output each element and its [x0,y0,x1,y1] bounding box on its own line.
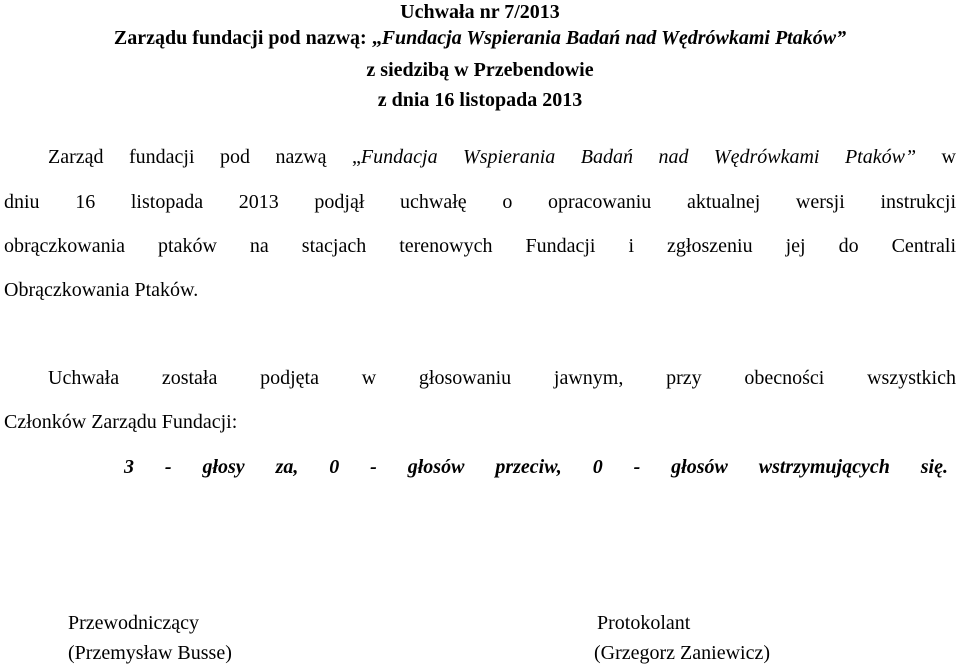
recorder-role: Protokolant [597,612,691,634]
foundation-name-body: Fundacja Wspierania Badań nad Wędrówkami Ptaków” [360,146,917,168]
paragraph-1-line-2: dniu 16 listopada 2013 podjął uchwałę o opracowaniu aktualnej wersji instrukcji [4,191,956,213]
board-line [0,26,960,50]
p1-prefix: Zarząd fundacji pod nazwą „ [48,146,361,168]
seat-line: z siedzibą w Przebendowie [366,59,594,81]
chairman-name: (Przemysław Busse) [68,642,232,664]
paragraph-2-line-1: Uchwała została podjęta w głosowaniu jawnym, przy obecności wszystkich [48,367,956,389]
resolution-title: Uchwała nr 7/2013 [400,1,560,23]
paragraph-1-line-4: Obrączkowania Ptaków. [4,279,199,301]
date-line: z dnia 16 listopada 2013 [377,89,583,111]
p1-suffix: w [916,146,956,168]
paragraph-1-line-3: obrączkowania ptaków na stacjach terenowych Fundacji i zgłoszeniu jej do Centrali [4,235,956,257]
paragraph-1-line-1 [48,145,956,169]
chairman-role: Przewodniczący [68,612,200,634]
foundation-name-header: Fundacja Wspierania Badań nad Wędrówkami Ptaków” [381,27,847,49]
vote-result: 3 - głosy za, 0 - głosów przeciw, 0 - głosów wstrzymujących się. [124,456,948,478]
board-line-prefix: Zarządu fundacji pod nazwą: „ [113,27,382,49]
paragraph-2-line-2: Członków Zarządu Fundacji: [4,411,238,433]
recorder-name: (Grzegorz Zaniewicz) [594,642,770,664]
